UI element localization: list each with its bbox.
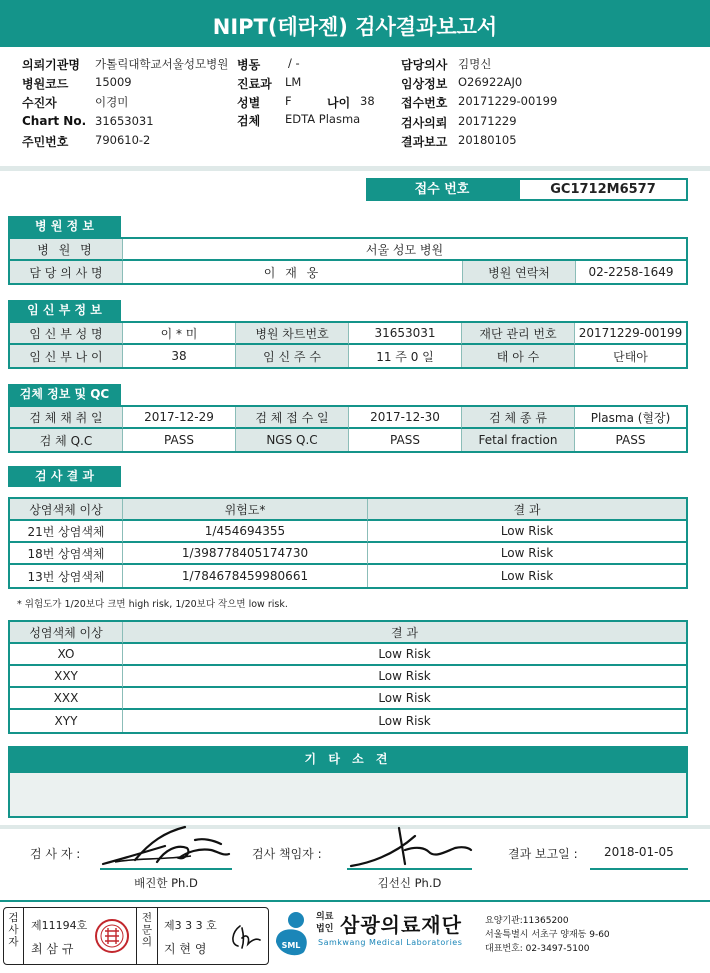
stamp1-vertical-cell xyxy=(4,908,24,964)
org-code: 요양기관:11365200 xyxy=(485,916,569,926)
pregnant-name-label: 임 신 부 성 명 xyxy=(10,323,123,345)
header-info xyxy=(0,47,710,171)
ward-label: 병동 xyxy=(237,58,261,72)
risk-col-header: 위험도* xyxy=(123,499,368,521)
autosome-results-table xyxy=(8,497,688,589)
chart-label: Chart No. xyxy=(22,114,87,128)
stamp2-signature xyxy=(226,922,262,952)
seal-icon xyxy=(94,918,130,954)
fetal-fraction-label: Fetal fraction xyxy=(462,429,575,451)
specimen-label: 검체 xyxy=(237,114,261,128)
section-specimen-info: 검체 정보 및 QC xyxy=(8,384,121,405)
receipt-box-label: 접수 번호 xyxy=(366,178,518,201)
etc-body xyxy=(8,773,688,818)
table-row xyxy=(10,644,686,666)
hcode-value: 15009 xyxy=(95,75,132,89)
autosome-result: Low Risk xyxy=(500,569,554,583)
table-row xyxy=(10,666,686,688)
sex-chrom-name: XXX xyxy=(10,688,123,710)
stamp2-number: 제3 3 3 호 xyxy=(164,919,217,932)
receive-date-value: 2017-12-30 xyxy=(349,407,462,429)
patient-label: 수진자 xyxy=(22,96,57,110)
pregnant-mgmt-label: 재단 관리 번호 xyxy=(462,323,575,345)
hospital-label: 의뢰기관명 xyxy=(22,58,80,72)
dept-label: 진료과 xyxy=(237,77,272,91)
table-row xyxy=(10,688,686,710)
etc-title: 기 타 소 견 xyxy=(8,746,688,773)
ngs-qc-value: PASS xyxy=(349,429,462,451)
stamp2-vertical: 전문의 xyxy=(141,912,153,948)
hospital-doctor-label: 담 당 의 사 명 xyxy=(10,261,123,283)
doctor-label: 담당의사 xyxy=(401,58,448,72)
stamp1-name: 최 삼 규 xyxy=(31,942,74,956)
ward-value: / - xyxy=(288,56,300,70)
receive-date-label: 검 체 접 수 일 xyxy=(236,407,349,429)
pregnant-info-table xyxy=(8,321,688,369)
pregnant-chart-label: 병원 차트번호 xyxy=(236,323,349,345)
pregnant-chart-value: 31653031 xyxy=(349,323,462,345)
hospital-name-value: 서울 성모 병원 xyxy=(123,239,686,261)
autosome-name: 21번 상염색체 xyxy=(10,521,123,543)
receipt-no-label: 접수번호 xyxy=(401,96,448,110)
section-pregnant-info: 임 신 부 정 보 xyxy=(8,300,121,321)
tester-name: 배진한 Ph.D xyxy=(134,876,198,890)
sex-result-col-header: 결 과 xyxy=(123,622,686,644)
specimen-type-value: Plasma (혈장) xyxy=(575,407,686,429)
hospital-doctor-value: 이 재 웅 xyxy=(123,261,463,283)
table-row xyxy=(10,521,686,543)
org-phone: 대표번호: 02-3497-5100 xyxy=(485,944,590,954)
specimen-info-table xyxy=(8,405,688,453)
patient-value: 이경미 xyxy=(95,95,129,109)
table-row xyxy=(10,710,686,732)
section-results: 검 사 결 과 xyxy=(8,466,121,487)
tester-signature-line xyxy=(100,868,232,870)
collect-date-label: 검 체 채 취 일 xyxy=(10,407,123,429)
sex-chrom-name: XXY xyxy=(10,666,123,688)
ngs-qc-label: NGS Q.C xyxy=(236,429,349,451)
stamp1-number: 제11194호 xyxy=(31,919,88,932)
doctor-value: 김명신 xyxy=(458,57,492,71)
stamp-box xyxy=(3,907,269,965)
responsible-name: 김선신 Ph.D xyxy=(377,876,442,890)
autosome-risk: 1/784678459980661 xyxy=(123,565,368,587)
pregnant-weeks-label: 임 신 주 수 xyxy=(236,345,349,367)
id-label: 주민번호 xyxy=(22,135,69,149)
pregnant-fetus-label: 태 아 수 xyxy=(462,345,575,367)
pregnant-age-label: 임 신 부 나 이 xyxy=(10,345,123,367)
result-col-header: 결 과 xyxy=(368,499,686,521)
autosome-name: 18번 상염색체 xyxy=(10,543,123,565)
autosome-col-header: 상염색체 이상 xyxy=(10,499,123,521)
footer-rule xyxy=(0,900,710,902)
org-name-en: Samkwang Medical Laboratories xyxy=(318,938,463,947)
collect-date-value: 2017-12-29 xyxy=(123,407,236,429)
org-name: 삼광의료재단 xyxy=(340,913,462,937)
request-label: 검사의뢰 xyxy=(401,116,448,130)
receipt-box-value: GC1712M6577 xyxy=(518,178,688,201)
stamp2-name: 지 현 영 xyxy=(164,942,207,956)
sex-chrom-result: Low Risk xyxy=(378,714,431,728)
sex-chrom-name: XYY xyxy=(10,710,123,732)
sml-logo-icon xyxy=(272,908,312,958)
report-label: 결과보고 xyxy=(401,135,448,149)
sml-logo-text: SML xyxy=(281,941,301,950)
request-value: 20171229 xyxy=(458,114,517,128)
specimen-value: EDTA Plasma xyxy=(285,112,361,126)
risk-note: * 위험도가 1/20보다 크면 high risk, 1/20보다 작으면 low risk. xyxy=(17,599,288,610)
pregnant-age-value: 38 xyxy=(123,345,236,367)
chart-value: 31653031 xyxy=(95,114,154,128)
org-address: 서울특별시 서초구 양재동 9-60 xyxy=(485,930,610,940)
clinical-label: 임상정보 xyxy=(401,77,448,91)
sex-label: 성별 xyxy=(237,96,261,110)
sex-chrom-table xyxy=(8,620,688,734)
hospital-contact-label: 병원 연락처 xyxy=(463,261,576,283)
hospital-info-table xyxy=(8,237,688,285)
dept-value: LM xyxy=(285,75,302,89)
hcode-label: 병원코드 xyxy=(22,77,69,91)
sex-chrom-result: Low Risk xyxy=(123,688,686,710)
tester-signature xyxy=(95,822,235,870)
tester-label: 검 사 자 : xyxy=(30,847,81,861)
stamp1-vertical: 검사자 xyxy=(8,912,19,948)
id-value: 790610-2 xyxy=(95,133,151,147)
fetal-fraction-value: PASS xyxy=(615,433,646,447)
receipt-no-value: 20171229-00199 xyxy=(458,94,558,108)
specimen-qc-label: 검 체 Q.C xyxy=(10,429,123,451)
section-hospital-info: 병 원 정 보 xyxy=(8,216,121,237)
hospital-name-label: 병 원 명 xyxy=(10,239,123,261)
autosome-result: Low Risk xyxy=(368,543,686,565)
org-prefix-top: 의료 xyxy=(316,912,334,922)
sex-chrom-col-header: 성염색체 이상 xyxy=(10,622,123,644)
autosome-risk: 1/398778405174730 xyxy=(123,543,368,565)
sex-chrom-name: XO xyxy=(10,644,123,666)
age-label: 나이 xyxy=(327,96,351,110)
stamp2-vertical-cell xyxy=(136,908,158,964)
sex-chrom-result: Low Risk xyxy=(123,666,686,688)
hospital-value: 가톨릭대학교서울성모병원 xyxy=(95,57,229,71)
clinical-value: O26922AJ0 xyxy=(458,75,523,89)
responsible-label: 검사 책임자 : xyxy=(252,847,322,861)
pregnant-mgmt-value: 20171229-00199 xyxy=(575,323,686,345)
responsible-signature xyxy=(345,822,475,870)
sex-value: F xyxy=(285,94,292,108)
age-value: 38 xyxy=(360,94,375,108)
autosome-result: Low Risk xyxy=(368,521,686,543)
report-date-value: 2018-01-05 xyxy=(604,845,674,859)
table-row xyxy=(10,565,686,587)
table-row xyxy=(10,543,686,565)
org-prefix-bottom: 법인 xyxy=(316,924,334,934)
pregnant-name-value: 이 * 미 xyxy=(123,323,236,345)
autosome-name: 13번 상염색체 xyxy=(10,565,123,587)
specimen-type-label: 검 체 종 류 xyxy=(462,407,575,429)
report-date-label: 결과 보고일 : xyxy=(508,847,578,861)
responsible-signature-line xyxy=(347,868,472,870)
specimen-qc-value: PASS xyxy=(123,429,236,451)
pregnant-fetus-value: 단태아 xyxy=(613,349,648,364)
report-date-line xyxy=(590,868,688,870)
sex-chrom-result: Low Risk xyxy=(123,644,686,666)
pregnant-weeks-value: 11 주 0 일 xyxy=(349,345,462,367)
autosome-risk: 1/454694355 xyxy=(123,521,368,543)
report-value: 20180105 xyxy=(458,133,517,147)
hospital-contact-value: 02-2258-1649 xyxy=(588,265,674,279)
report-title: NIPT(테라젠) 검사결과보고서 xyxy=(0,0,710,47)
